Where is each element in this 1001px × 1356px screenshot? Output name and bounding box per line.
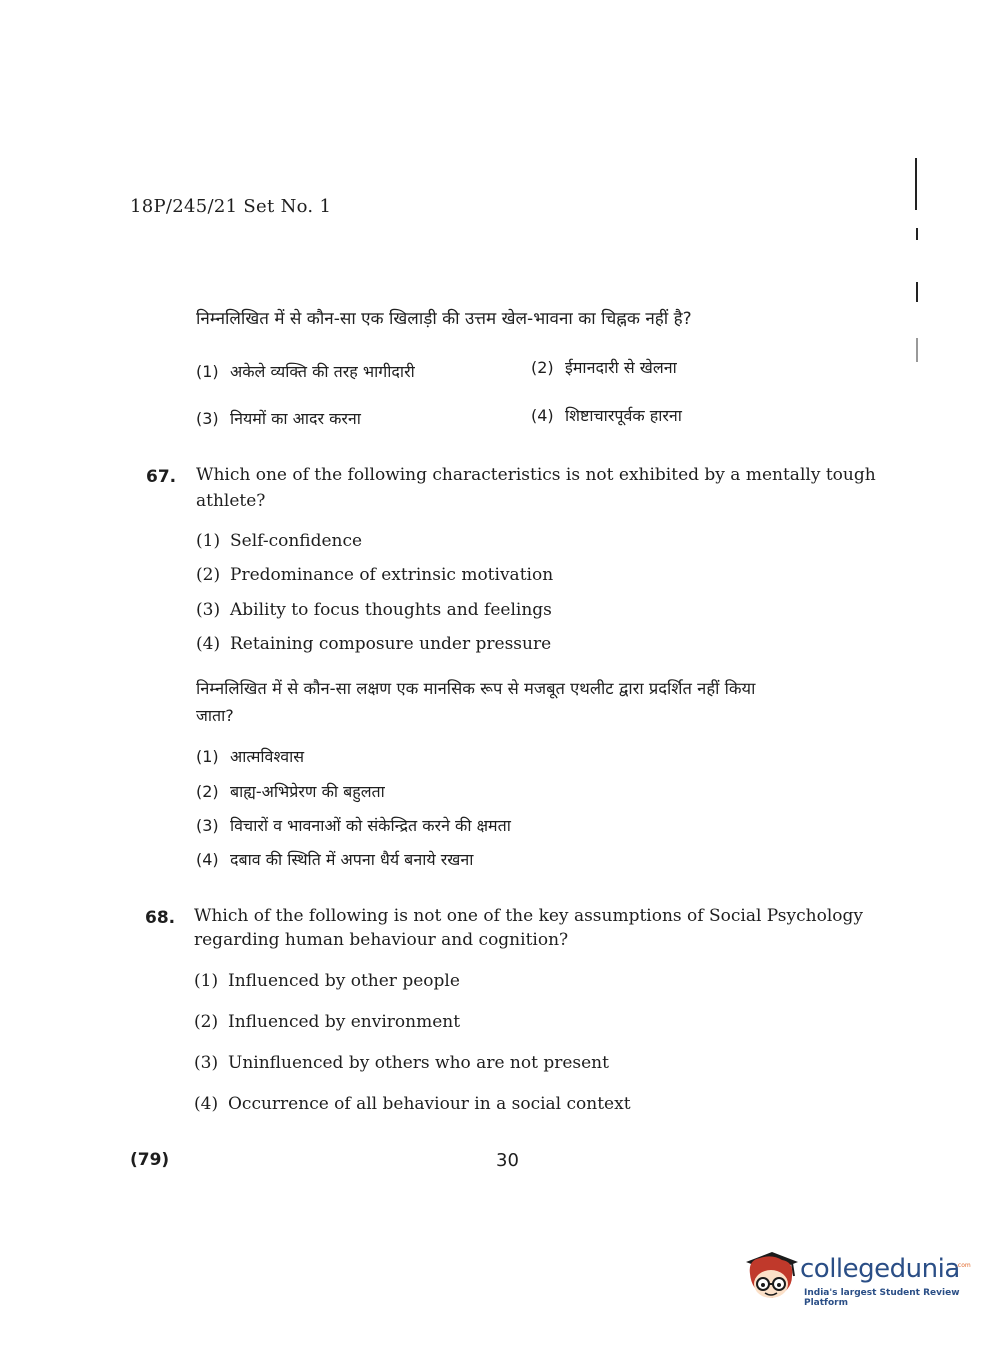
option-number: (3) <box>196 816 219 835</box>
margin-mark <box>916 338 918 362</box>
q67-text-line1: Which one of the following characteristics is not exhibited by a mentally tough <box>196 465 876 485</box>
page-number: 30 <box>496 1150 519 1171</box>
prev-option-3 <box>196 407 361 429</box>
option-text: Influenced by other people <box>228 971 460 991</box>
q68-option-4 <box>194 1094 631 1114</box>
option-text: ईमानदारी से खेलना <box>565 358 677 377</box>
q67-hindi-option-4 <box>196 848 473 870</box>
prev-option-1 <box>196 360 415 382</box>
q67-hindi-option-3 <box>196 814 511 836</box>
q67-hindi-line1: निम्नलिखित में से कौन-सा लक्षण एक मानसिक रूप से मजबूत एथलीट द्वारा प्रदर्शित नहीं किया <box>196 679 756 698</box>
option-number: (2) <box>196 565 221 585</box>
q67-option-3 <box>196 600 552 620</box>
option-number: (3) <box>196 409 219 428</box>
option-text: Influenced by environment <box>228 1012 461 1032</box>
q67-hindi-option-2 <box>196 780 385 802</box>
q67-text-line2: athlete? <box>196 491 266 511</box>
option-number: (4) <box>194 1094 219 1114</box>
option-text: Self-confidence <box>230 531 363 551</box>
margin-mark <box>916 282 918 302</box>
option-number: (3) <box>194 1053 219 1073</box>
option-number: (1) <box>196 362 219 381</box>
q68-option-1 <box>194 971 460 991</box>
option-number: (4) <box>196 850 219 869</box>
q67-option-2 <box>196 565 553 585</box>
q67-option-1 <box>196 531 362 551</box>
option-text: विचारों व भावनाओं को संकेन्द्रित करने की क्षमता <box>230 816 511 835</box>
option-text: Occurrence of all behaviour in a social context <box>228 1094 631 1114</box>
q68-text-line1: Which of the following is not one of the key assumptions of Social Psychology <box>194 906 863 926</box>
option-text: Ability to focus thoughts and feelings <box>230 600 552 620</box>
q68-text-line2: regarding human behaviour and cognition? <box>194 930 569 950</box>
q67-option-4 <box>196 634 551 654</box>
option-text: आत्मविश्वास <box>230 747 305 766</box>
option-number: (4) <box>531 406 554 425</box>
option-number: (4) <box>196 634 221 654</box>
prev-question-hindi: निम्नलिखित में से कौन-सा एक खिलाड़ी की उत्तम खेल-भावना का चिह्नक नहीं है? <box>196 309 692 329</box>
option-number: (3) <box>196 600 221 620</box>
option-number: (2) <box>194 1012 219 1032</box>
option-number: (2) <box>531 358 554 377</box>
collegedunia-logo <box>742 1248 972 1310</box>
option-number: (1) <box>196 747 219 766</box>
option-text: Predominance of extrinsic motivation <box>230 565 554 585</box>
q68-option-2 <box>194 1012 460 1032</box>
paper-code-header: 18P/245/21 Set No. 1 <box>130 196 332 217</box>
booklet-code: (79) <box>130 1150 170 1170</box>
q67-hindi-line2: जाता? <box>196 706 234 725</box>
question-number-68: 68. <box>145 908 176 928</box>
margin-mark <box>915 158 917 210</box>
logo-tagline: India's largest Student Review Platform <box>804 1288 960 1308</box>
option-number: (1) <box>196 531 221 551</box>
q68-option-3 <box>194 1053 609 1073</box>
option-text: बाह्य-अभिप्रेरण की बहुलता <box>230 782 385 801</box>
prev-option-2 <box>531 356 677 378</box>
margin-mark <box>916 228 918 240</box>
logo-suffix: .com <box>956 1262 971 1269</box>
option-text: नियमों का आदर करना <box>230 409 361 428</box>
prev-option-4 <box>531 404 682 426</box>
question-number-67: 67. <box>146 467 177 487</box>
option-text: दबाव की स्थिति में अपना धैर्य बनाये रखना <box>230 850 474 869</box>
option-text: Retaining composure under pressure <box>230 634 552 654</box>
option-text: अकेले व्यक्ति की तरह भागीदारी <box>230 362 415 381</box>
option-number: (1) <box>194 971 219 991</box>
option-text: शिष्टाचारपूर्वक हारना <box>565 406 682 425</box>
logo-wordmark: collegedunia <box>800 1254 960 1284</box>
q67-hindi-option-1 <box>196 745 304 767</box>
option-text: Uninfluenced by others who are not present <box>228 1053 609 1073</box>
option-number: (2) <box>196 782 219 801</box>
mascot-icon <box>742 1248 802 1310</box>
